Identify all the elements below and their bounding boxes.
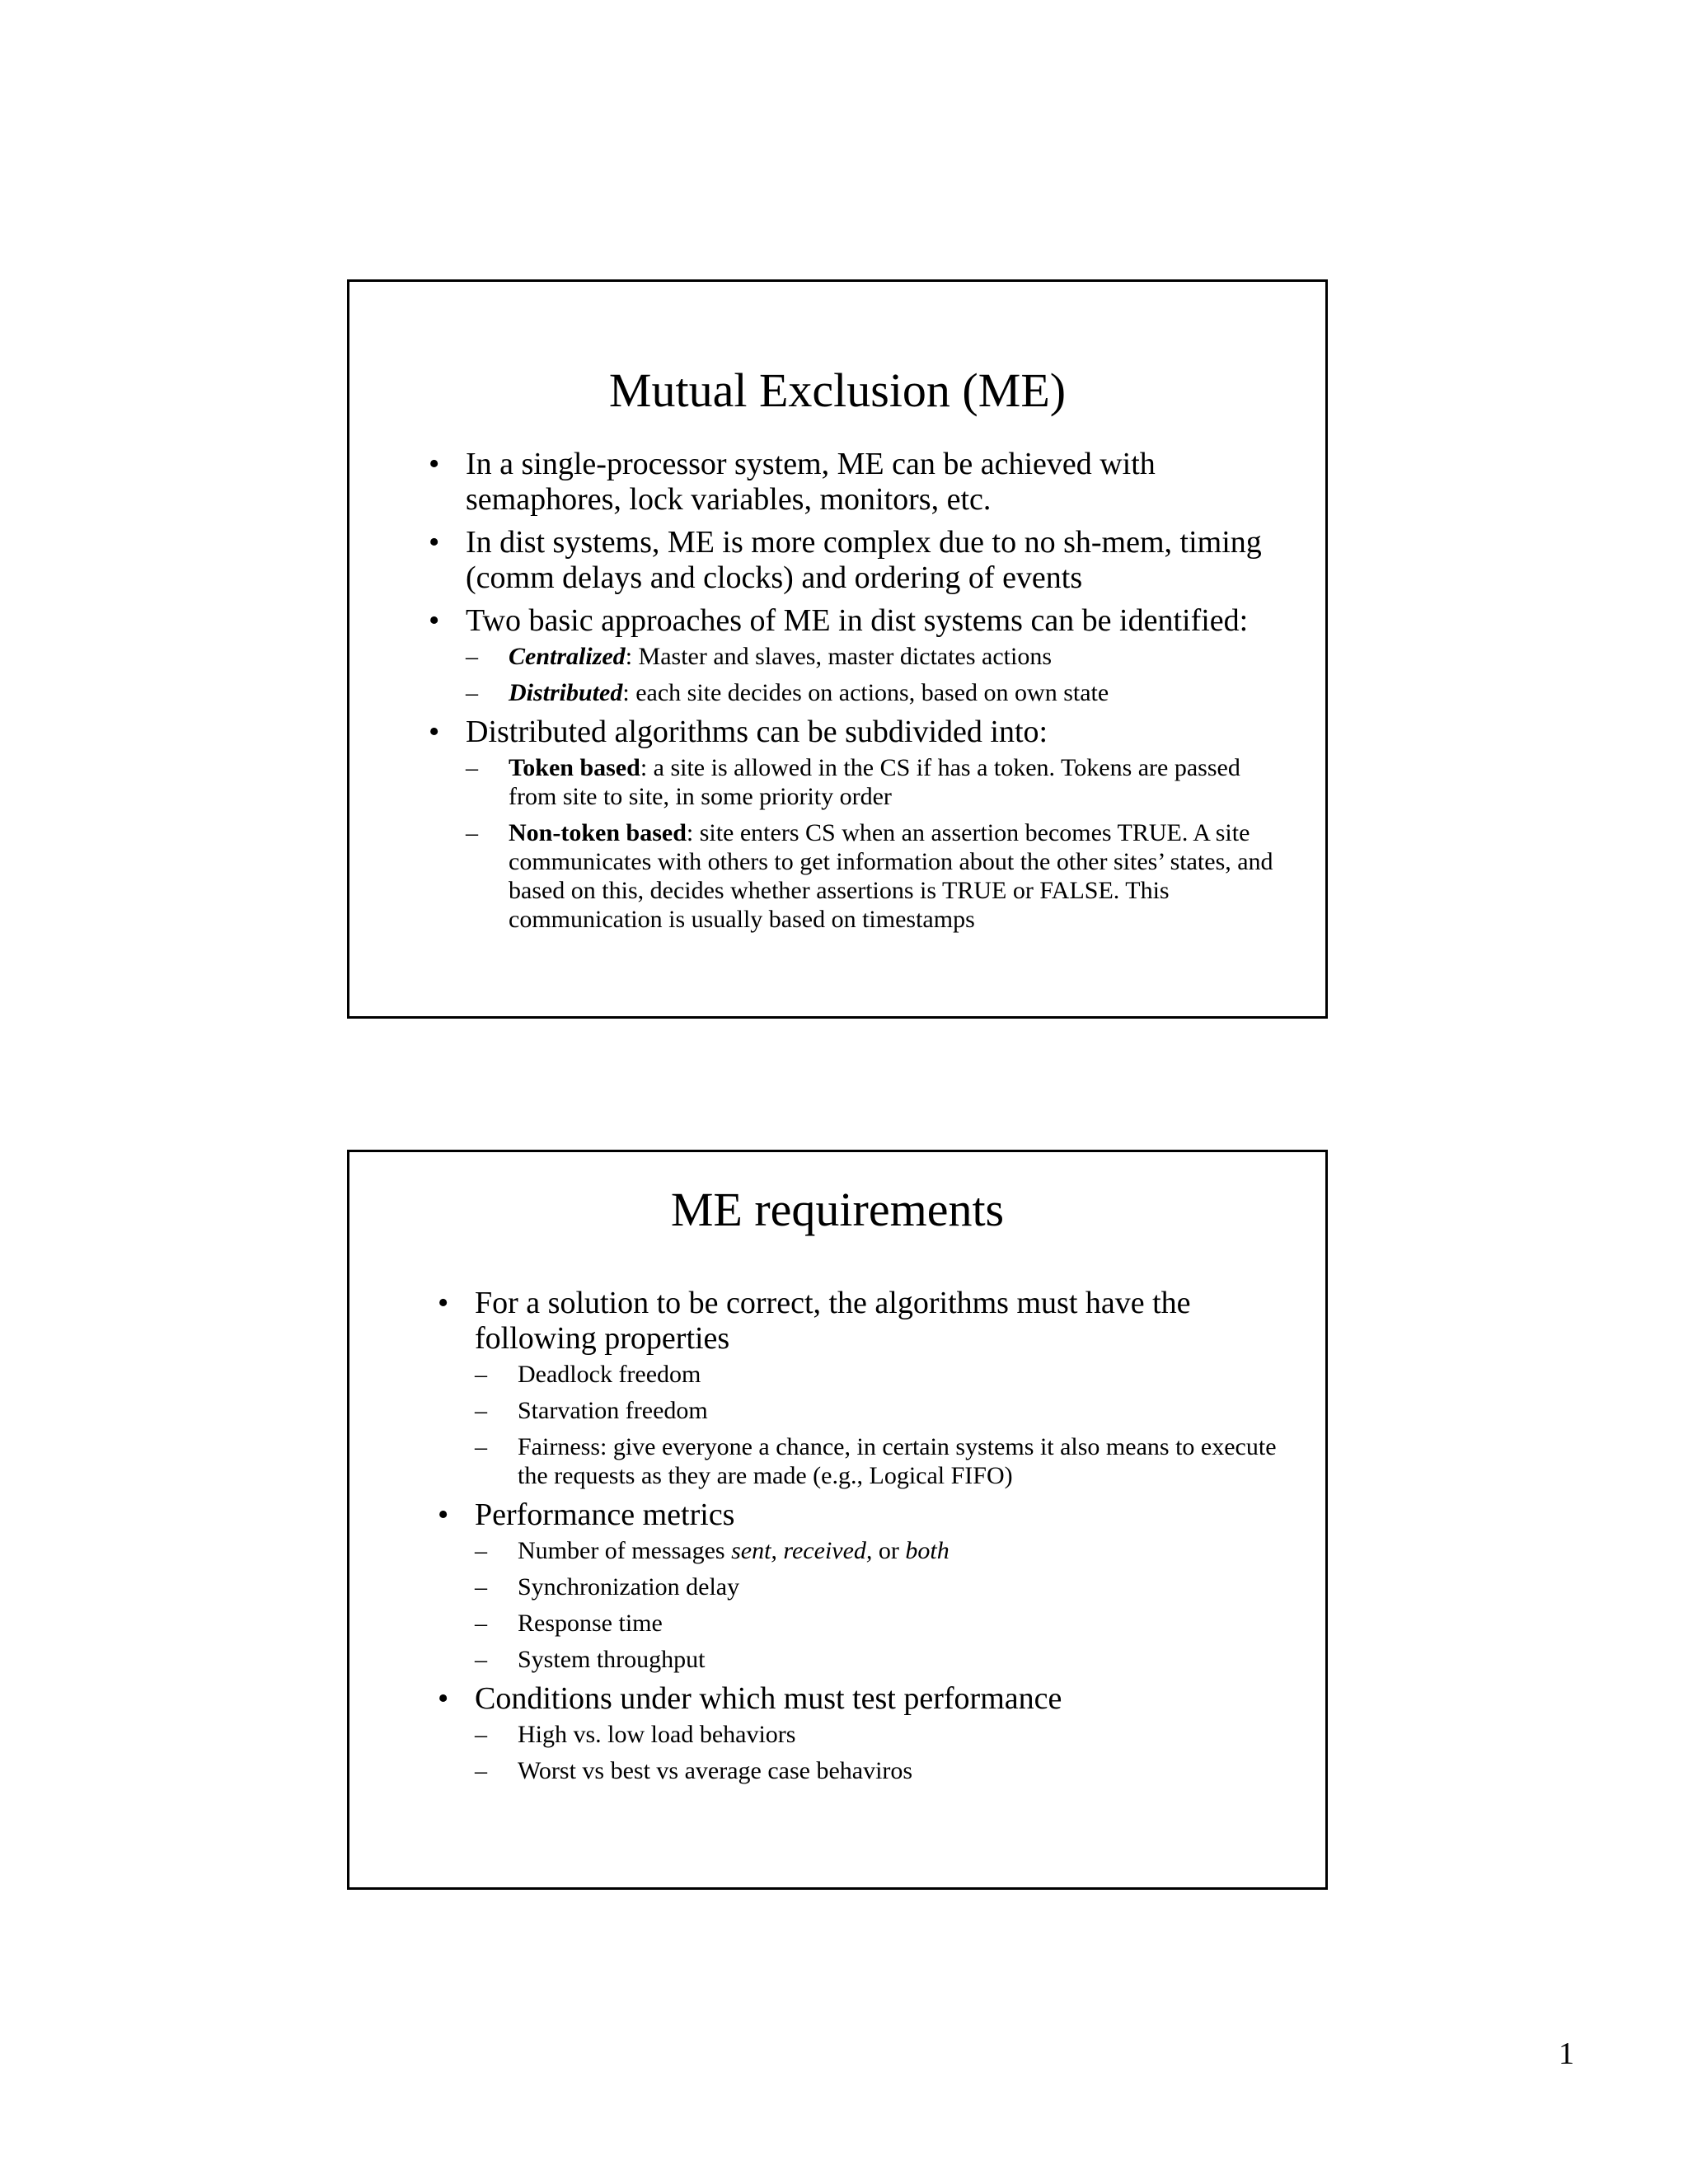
slide-me-requirements (347, 1150, 1328, 1890)
dash-marker: – (466, 643, 478, 670)
sub-bullet-text: High vs. low load behaviors (518, 1721, 796, 1748)
dash-marker: – (475, 1721, 487, 1748)
bullet-marker: • (429, 525, 440, 560)
bullet-item (438, 1286, 1292, 1490)
sub-bullet-list (475, 1536, 1292, 1674)
sub-bullet-item (475, 1396, 1292, 1425)
bullet-list (438, 1286, 1292, 1793)
bullet-text: In a single-processor system, ME can be achieved with semaphores, lock variables, monitors, etc. (466, 447, 1156, 517)
bullet-item (429, 603, 1292, 707)
page-number: 1 (1559, 2036, 1574, 2071)
sub-bullet-text: or (872, 1537, 906, 1564)
slide-mutual-exclusion (347, 279, 1328, 1019)
sub-bullet-text: Starvation freedom (518, 1397, 708, 1424)
term-distributed: Distributed (509, 679, 623, 706)
sub-bullet-list (466, 753, 1292, 934)
bullet-list (429, 447, 1292, 941)
sub-bullet-item (475, 1756, 1292, 1785)
dash-marker: – (466, 679, 478, 706)
bullet-item (429, 715, 1292, 934)
dash-marker: – (475, 1573, 487, 1601)
sub-bullet-text: Deadlock freedom (518, 1361, 701, 1388)
bullet-text: Two basic approaches of ME in dist systems can be identified: (466, 603, 1249, 638)
sub-bullet-text: : site enters CS when an assertion becomes TRUE. A site communicates with others to get information about the other sites’ states, and based on this, decides whether assertions is TRUE or FALSE. This communication is usually based on timestamps (509, 819, 1273, 933)
sub-bullet-item (475, 1609, 1292, 1638)
sub-bullet-item (475, 1536, 1292, 1565)
sub-bullet-text: : a site is allowed in the CS if has a token. Tokens are passed from site to site, in some priority order (509, 754, 1240, 810)
slide-title: Mutual Exclusion (ME) (608, 363, 1067, 417)
bullet-marker: • (429, 715, 440, 749)
sub-bullet-text: Response time (518, 1610, 663, 1637)
sub-bullet-list (475, 1360, 1292, 1490)
sub-bullet-list (466, 642, 1292, 707)
bullet-text: In dist systems, ME is more complex due to no sh-mem, timing (comm delays and clocks) and ordering of events (466, 525, 1262, 595)
bullet-item (429, 447, 1292, 518)
dash-marker: – (475, 1433, 487, 1460)
bullet-text: Performance metrics (475, 1497, 735, 1532)
term-centralized: Centralized (509, 643, 626, 670)
emphasis-sent-received: sent, received, (731, 1537, 873, 1564)
bullet-item (438, 1497, 1292, 1674)
sub-bullet-text: Number of messages (518, 1537, 732, 1564)
sub-bullet-text: Fairness: give everyone a chance, in certain systems it also means to execute the requests as they are made (e.g., Logical FIFO) (518, 1433, 1277, 1489)
bullet-marker: • (438, 1497, 449, 1532)
sub-bullet-text: : Master and slaves, master dictates actions (625, 643, 1053, 670)
emphasis-both: both (905, 1537, 950, 1564)
bullet-marker: • (429, 447, 440, 481)
dash-marker: – (475, 1646, 487, 1673)
sub-bullet-item (475, 1360, 1292, 1389)
dash-marker: – (475, 1397, 487, 1424)
dash-marker: – (475, 1757, 487, 1784)
dash-marker: – (475, 1610, 487, 1637)
bullet-item (438, 1681, 1292, 1785)
sub-bullet-item (475, 1572, 1292, 1601)
bullet-marker: • (438, 1286, 449, 1320)
sub-bullet-list (475, 1720, 1292, 1785)
sub-bullet-text: Synchronization delay (518, 1573, 740, 1601)
dash-marker: – (466, 819, 478, 846)
slide-title: ME requirements (670, 1183, 1005, 1236)
sub-bullet-item (466, 818, 1292, 934)
bullet-marker: • (438, 1681, 449, 1716)
dash-marker: – (466, 754, 478, 781)
sub-bullet-item (466, 753, 1292, 811)
bullet-text: Distributed algorithms can be subdivided into: (466, 715, 1048, 749)
dash-marker: – (475, 1537, 487, 1564)
dash-marker: – (475, 1361, 487, 1388)
sub-bullet-text: System throughput (518, 1646, 706, 1673)
sub-bullet-item (475, 1645, 1292, 1674)
term-token-based: Token based (509, 754, 640, 781)
sub-bullet-text: Worst vs best vs average case behaviros (518, 1757, 913, 1784)
bullet-item (429, 525, 1292, 596)
sub-bullet-item (466, 678, 1292, 707)
sub-bullet-item (475, 1720, 1292, 1749)
bullet-text: For a solution to be correct, the algorithms must have the following properties (475, 1286, 1191, 1356)
bullet-text: Conditions under which must test performance (475, 1681, 1062, 1716)
bullet-marker: • (429, 603, 440, 638)
term-non-token-based: Non-token based (509, 819, 687, 846)
sub-bullet-item (466, 642, 1292, 671)
sub-bullet-text: : each site decides on actions, based on own state (622, 679, 1109, 706)
sub-bullet-item (475, 1432, 1292, 1490)
